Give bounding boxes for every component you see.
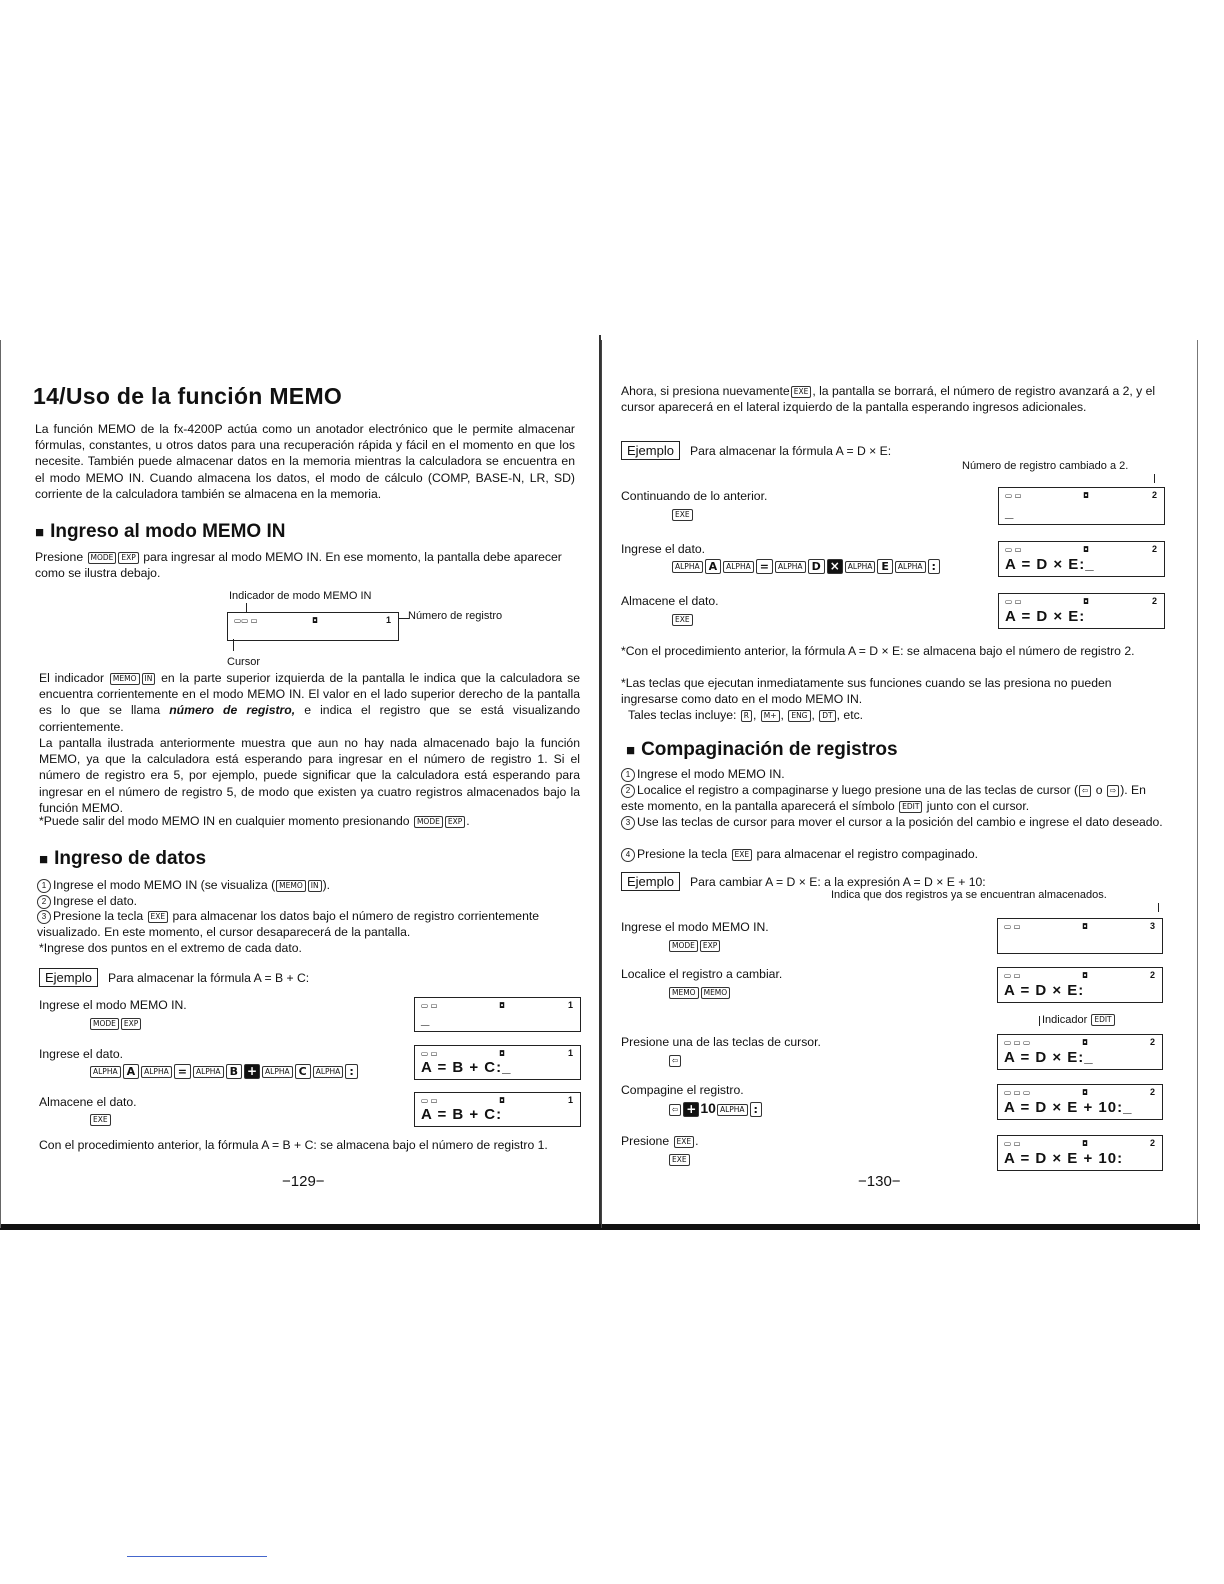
chapter-title: 14/Uso de la función MEMO bbox=[33, 383, 343, 409]
circle-3-icon: 3 bbox=[37, 910, 51, 924]
exp-key-icon: EXP bbox=[700, 940, 720, 952]
e-step-5: Presione EXE . bbox=[621, 1134, 699, 1148]
lcd-register-number: 2 bbox=[1151, 596, 1157, 606]
e-lcd-2 bbox=[997, 967, 1163, 1003]
d-indicator-icon: ◘ bbox=[499, 1001, 505, 1010]
lcd-register-number: 2 bbox=[1149, 1087, 1155, 1097]
b-key-icon: B bbox=[226, 1064, 242, 1079]
e-step-3: Presione una de las teclas de cursor. bbox=[621, 1035, 821, 1049]
r-step-in-keys bbox=[671, 558, 941, 574]
exe-key-icon: EXE bbox=[90, 1114, 111, 1126]
fig-arrow-cursor bbox=[233, 639, 234, 651]
r-step-store-keys bbox=[671, 611, 694, 627]
lcd-register-number: 3 bbox=[1149, 921, 1155, 931]
note-register-changed: Número de registro cambiado a 2. bbox=[962, 460, 1129, 472]
circle-2-icon: 2 bbox=[37, 895, 51, 909]
exe-key-icon: EXE bbox=[674, 1136, 695, 1148]
scan-mark-line bbox=[127, 1556, 267, 1557]
e-step-2-keys bbox=[668, 984, 731, 1000]
lcd-text: _ bbox=[1005, 504, 1015, 521]
d-indicator-icon: ◘ bbox=[499, 1096, 505, 1105]
memo-key-icon: MEMO bbox=[276, 880, 306, 892]
sec1-paragraph-3: La pantalla ilustrada anteriormente muestra que aun no hay nada almacenado bajo la función MEMO, ya que la calculadora está esperando para ingresar en el número de registro 1. Si el número de registro era 5, por ejemplo, puede significar que la calculadora está esperando para ingresar en el número de registro 5, de modo que existen ya cuatro registros almacenados bajo la función MEMO. bbox=[39, 736, 580, 815]
mode-key-icon: MODE bbox=[88, 552, 117, 564]
left-page bbox=[0, 340, 602, 1228]
ex-step-3-label: Almacene el dato. bbox=[39, 1095, 137, 1109]
exe-key-icon: EXE bbox=[791, 386, 812, 398]
example-badge: Ejemplo bbox=[621, 441, 680, 460]
colon-key-icon: : bbox=[345, 1064, 357, 1079]
sec2-note: *Ingrese dos puntos en el extremo de cada dato. bbox=[39, 941, 302, 955]
memo-key-icon: MEMO bbox=[701, 987, 731, 999]
e-step-3-keys bbox=[668, 1052, 682, 1068]
r-key-icon: R bbox=[741, 710, 752, 722]
fig-label-register: Número de registro bbox=[408, 610, 503, 622]
note-two-registers: Indica que dos registros ya se encuentran almacenados. bbox=[831, 889, 1107, 901]
d-indicator-icon: ◘ bbox=[1083, 597, 1089, 606]
page-number-left: −129− bbox=[282, 1173, 325, 1190]
lcd-register-number: 1 bbox=[567, 1000, 573, 1010]
times-key-icon: × bbox=[827, 559, 843, 574]
alpha-key-icon: ALPHA bbox=[193, 1066, 224, 1078]
memo-in-indicator-icon: ▭ ▭ bbox=[1005, 491, 1022, 500]
edit-indicator-label: Indicador EDIT bbox=[1039, 1014, 1116, 1026]
right-example-2: Ejemplo Para cambiar A = D × E: a la expresión A = D × E + 10: bbox=[621, 872, 986, 891]
sec1-paragraph-2: El indicador MEMO IN en la parte superior izquierda de la pantalla le indica que la calculadora se encuentra corrientemente en el modo MEMO IN. El valor en el lado superior derecho de la pantalla es lo que se llama número de registro, e indica el registro que se está visualizando corrientemente. bbox=[39, 671, 581, 734]
lcd-text: A = D × E + 10: bbox=[1004, 1150, 1124, 1167]
memo-key-icon: MEMO bbox=[110, 673, 140, 685]
mode-key-icon: MODE bbox=[90, 1018, 119, 1030]
e-lcd-4 bbox=[997, 1084, 1163, 1120]
e-step-1: Ingrese el modo MEMO IN. bbox=[621, 920, 769, 934]
ex-step-3-keys bbox=[89, 1111, 112, 1127]
exe-key-icon: EXE bbox=[672, 509, 693, 521]
lcd-text: A = D × E:_ bbox=[1005, 556, 1095, 573]
r-step-store: Almacene el dato. bbox=[621, 594, 719, 608]
example-badge: Ejemplo bbox=[39, 968, 98, 987]
in-key-icon: IN bbox=[142, 673, 156, 685]
exp-key-icon: EXP bbox=[445, 816, 465, 828]
memo-in-indicator-icon: ▭▭ ▭ bbox=[234, 616, 258, 625]
memo-in-indicator-icon: ▭ ▭ bbox=[1004, 971, 1021, 980]
e-step-5-keys bbox=[668, 1151, 691, 1167]
intro-paragraph: La función MEMO de la fx-4200P actúa como un anotador electrónico que le permite almacenar fórmulas, constantes, u otros datos para una recuperación rápida y fácil en el momento en que los necesite. También puede almacenar datos en la memoria mientras la calculadora se encuentra en el modo MEMO IN. Cuando almacena los datos, el modo de cálculo (COMP, BASE-N, LR, SD) corriente de la calculadora también se almacena en la memoria. bbox=[35, 422, 575, 501]
plus-key-icon: + bbox=[683, 1102, 699, 1117]
memo-in-indicator-icon: ▭ ▭ bbox=[421, 1049, 438, 1058]
d-indicator-icon: ◘ bbox=[1082, 922, 1088, 931]
ten-digits: 10 bbox=[700, 1100, 716, 1116]
sec2-step-2: 2 Ingrese el dato. bbox=[37, 893, 137, 909]
c-step-2: 2 Localice el registro a compaginarse y luego presione una de las teclas de cursor ( ⇦ o ⇨ ). En este momento, en la pantalla aparecerá el símbolo EDIT junto con el cursor. bbox=[621, 783, 1146, 814]
e-step-4: Compagine el registro. bbox=[621, 1083, 744, 1097]
alpha-key-icon: ALPHA bbox=[90, 1066, 121, 1078]
ex-closing: Con el procedimiento anterior, la fórmula A = B + C: se almacena bajo el número de registro 1. bbox=[39, 1138, 548, 1152]
section-heading-edit: ■ Compaginación de registros bbox=[626, 739, 898, 760]
circle-4-icon: 4 bbox=[621, 848, 635, 862]
lcd-text: A = D × E + 10:_ bbox=[1004, 1099, 1133, 1116]
mode-key-icon: MODE bbox=[669, 940, 698, 952]
alpha-key-icon: ALPHA bbox=[775, 561, 806, 573]
right-intro: Ahora, si presiona nuevamente EXE , la pantalla se borrará, el número de registro avanzará a 2, y el cursor aparecerá en el lateral izquierdo de la pantalla esperando ingresos adicionales. bbox=[621, 384, 1156, 415]
d-indicator-icon: ◘ bbox=[1083, 545, 1089, 554]
in-key-icon: IN bbox=[308, 880, 322, 892]
ex-lcd-2 bbox=[414, 1045, 581, 1080]
memo-in-indicator-icon: ▭ ▭ bbox=[421, 1096, 438, 1105]
memo-in-indicator-icon: ▭ ▭ bbox=[1004, 1139, 1021, 1148]
alpha-key-icon: ALPHA bbox=[672, 561, 703, 573]
r-note-1: *Con el procedimiento anterior, la fórmula A = D × E: se almacena bajo el número de registro 2. bbox=[621, 644, 1135, 658]
lcd-register-number: 2 bbox=[1151, 544, 1157, 554]
lcd-register-number: 2 bbox=[1149, 1037, 1155, 1047]
ex-step-1-label: Ingrese el modo MEMO IN. bbox=[39, 998, 187, 1012]
e-lcd-3 bbox=[997, 1034, 1163, 1070]
alpha-key-icon: ALPHA bbox=[895, 561, 926, 573]
mode-key-icon: MODE bbox=[414, 816, 443, 828]
alpha-key-icon: ALPHA bbox=[262, 1066, 293, 1078]
d-indicator-icon: ◘ bbox=[312, 616, 318, 625]
lcd-text: A = D × E:_ bbox=[1004, 1049, 1094, 1066]
sec2-step-1: 1 Ingrese el modo MEMO IN (se visualiza ( MEMO IN ). bbox=[37, 877, 330, 893]
a-key-icon: A bbox=[123, 1064, 140, 1079]
equals-key-icon: = bbox=[756, 559, 773, 574]
d-indicator-icon: ◘ bbox=[1082, 1088, 1088, 1097]
alpha-key-icon: ALPHA bbox=[723, 561, 754, 573]
arrow-register-changed bbox=[1154, 474, 1155, 483]
alpha-key-icon: ALPHA bbox=[717, 1104, 748, 1116]
c-step-4: 4 Presione la tecla EXE para almacenar el registro compaginado. bbox=[621, 846, 978, 862]
lcd-register-number: 1 bbox=[567, 1048, 573, 1058]
ex-lcd-3 bbox=[414, 1092, 581, 1127]
e-step-1-keys bbox=[668, 937, 721, 953]
d-indicator-icon: ◘ bbox=[1082, 1038, 1088, 1047]
mplus-key-icon: M+ bbox=[761, 710, 780, 722]
r-note-2: *Las teclas que ejecutan inmediatamente sus funciones cuando se las presiona no pueden ingresarse como dato en el modo MEMO IN. bbox=[621, 676, 1112, 707]
circle-2-icon: 2 bbox=[621, 784, 635, 798]
c-step-1: 1 Ingrese el modo MEMO IN. bbox=[621, 766, 785, 782]
exp-key-icon: EXP bbox=[118, 552, 138, 564]
exe-key-icon: EXE bbox=[669, 1154, 690, 1166]
d-indicator-icon: ◘ bbox=[499, 1049, 505, 1058]
alpha-key-icon: ALPHA bbox=[313, 1066, 344, 1078]
lcd-text: A = D × E: bbox=[1005, 608, 1086, 625]
fig-label-indicator: Indicador de modo MEMO IN bbox=[229, 590, 372, 602]
example-line: Ejemplo Para almacenar la fórmula A = B + C: bbox=[39, 968, 309, 987]
section-heading-data: ■ Ingreso de datos bbox=[39, 848, 207, 869]
edit-key-icon: EDIT bbox=[1091, 1014, 1114, 1026]
section-heading-memo-in: ■ Ingreso al modo MEMO IN bbox=[35, 521, 286, 542]
page-number-right: −130− bbox=[858, 1173, 901, 1190]
d-indicator-icon: ◘ bbox=[1082, 1139, 1088, 1148]
a-key-icon: A bbox=[705, 559, 722, 574]
r-step-cont: Continuando de lo anterior. bbox=[621, 489, 768, 503]
lcd-text: A = B + C:_ bbox=[421, 1059, 512, 1076]
circle-1-icon: 1 bbox=[37, 879, 51, 893]
right-page bbox=[601, 340, 1199, 1228]
e-lcd-5 bbox=[997, 1135, 1163, 1171]
cursor-right-key-icon: ⇨ bbox=[1107, 785, 1119, 797]
ex-lcd-1 bbox=[414, 997, 581, 1032]
sec1-paragraph-1: Presione MODE EXP para ingresar al modo MEMO IN. En ese momento, la pantalla debe aparecer como se ilustra debajo. bbox=[35, 550, 562, 581]
r-step-in: Ingrese el dato. bbox=[621, 542, 706, 556]
memo-in-indicator-icon: ▭ ▭ bbox=[1005, 597, 1022, 606]
memo-in-edit-indicator-icon: ▭ ▭ ▭ bbox=[1004, 1088, 1031, 1097]
ex-step-1-keys bbox=[89, 1015, 142, 1031]
fig-label-cursor: Cursor bbox=[227, 656, 261, 668]
colon-key-icon: : bbox=[750, 1102, 762, 1117]
dt-key-icon: DT bbox=[819, 710, 835, 722]
cursor-left-key-icon: ⇦ bbox=[669, 1055, 681, 1067]
colon-key-icon: : bbox=[928, 559, 940, 574]
exe-key-icon: EXE bbox=[732, 849, 753, 861]
cursor-left-key-icon: ⇦ bbox=[669, 1104, 681, 1116]
d-indicator-icon: ◘ bbox=[1082, 971, 1088, 980]
exe-key-icon: EXE bbox=[148, 911, 169, 923]
memo-in-indicator-icon: ▭ ▭ bbox=[421, 1001, 438, 1010]
lcd-register-number: 1 bbox=[567, 1095, 573, 1105]
equals-key-icon: = bbox=[174, 1064, 191, 1079]
circle-3-icon: 3 bbox=[621, 816, 635, 830]
sec1-note: *Puede salir del modo MEMO IN en cualquier momento presionando MODE EXP . bbox=[39, 814, 470, 828]
right-example-1: Ejemplo Para almacenar la fórmula A = D × E: bbox=[621, 441, 891, 460]
lcd-text: _ bbox=[421, 1011, 431, 1028]
arrow-two-registers bbox=[1158, 903, 1159, 912]
alpha-key-icon: ALPHA bbox=[845, 561, 876, 573]
fig-register-number: 1 bbox=[385, 615, 391, 625]
memo-in-indicator-icon: ▭ ▭ bbox=[1005, 545, 1022, 554]
e-step-4-keys bbox=[668, 1100, 763, 1117]
exp-key-icon: EXP bbox=[121, 1018, 141, 1030]
circle-1-icon: 1 bbox=[621, 768, 635, 782]
e-key-icon: E bbox=[877, 559, 893, 574]
d-indicator-icon: ◘ bbox=[1083, 491, 1089, 500]
memo-in-indicator-icon: ▭ ▭ bbox=[1004, 922, 1021, 931]
c-key-icon: C bbox=[295, 1064, 311, 1079]
memo-in-edit-indicator-icon: ▭ ▭ ▭ bbox=[1004, 1038, 1031, 1047]
r-lcd-b bbox=[998, 541, 1165, 577]
eng-key-icon: ENG bbox=[788, 710, 810, 722]
lcd-register-number: 2 bbox=[1149, 970, 1155, 980]
edit-key-icon: EDIT bbox=[899, 801, 922, 813]
lcd-register-number: 2 bbox=[1149, 1138, 1155, 1148]
r-lcd-a bbox=[998, 487, 1165, 525]
d-key-icon: D bbox=[808, 559, 825, 574]
r-lcd-c bbox=[998, 593, 1165, 629]
c-step-3: 3 Use las teclas de cursor para mover el cursor a la posición del cambio e ingrese el dato deseado. bbox=[621, 814, 1164, 830]
ex-step-2-keys bbox=[89, 1063, 359, 1079]
lcd-register-number: 2 bbox=[1151, 490, 1157, 500]
r-note-3: Tales teclas incluye: R , M+ , ENG , DT , etc. bbox=[628, 708, 864, 722]
r-step-cont-keys bbox=[671, 506, 694, 522]
example-badge: Ejemplo bbox=[621, 872, 680, 891]
cursor-left-key-icon: ⇦ bbox=[1079, 785, 1091, 797]
lcd-text: A = B + C: bbox=[421, 1106, 503, 1123]
memo-key-icon: MEMO bbox=[669, 987, 699, 999]
exe-key-icon: EXE bbox=[672, 614, 693, 626]
fig-lcd bbox=[227, 612, 399, 641]
e-lcd-1 bbox=[997, 918, 1163, 954]
ex-step-2-label: Ingrese el dato. bbox=[39, 1047, 124, 1061]
lcd-text: A = D × E: bbox=[1004, 982, 1085, 999]
alpha-key-icon: ALPHA bbox=[141, 1066, 172, 1078]
plus-key-icon: + bbox=[244, 1064, 260, 1079]
sec2-step-3: 3 Presione la tecla EXE para almacenar los datos bajo el número de registro corrientemente visualizado. En este momento, el cursor desaparecerá de la pantalla. bbox=[37, 909, 540, 940]
e-step-2: Localice el registro a cambiar. bbox=[621, 967, 783, 981]
